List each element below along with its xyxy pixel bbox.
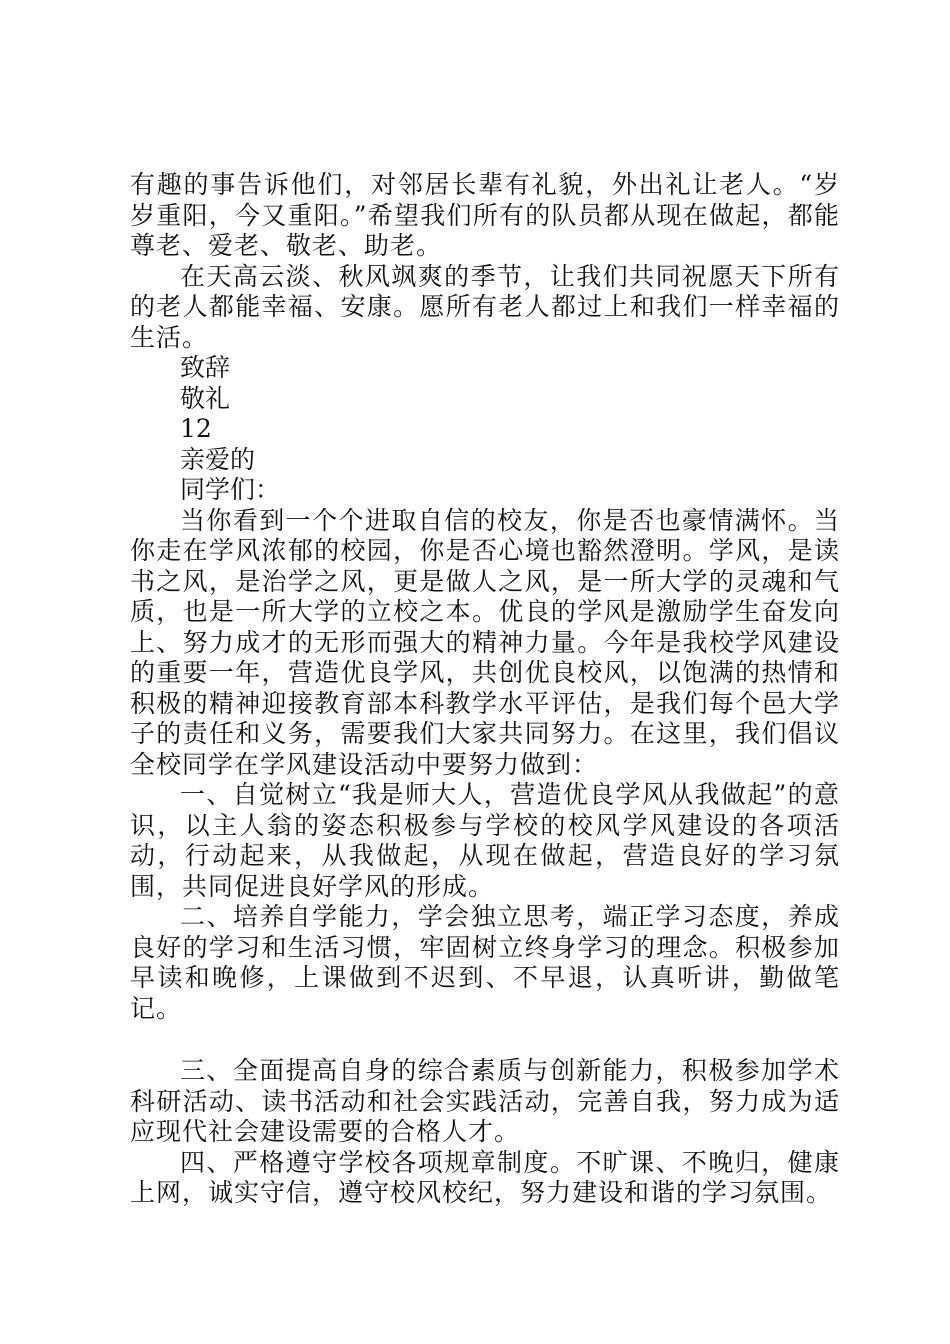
- line-number: 12: [180, 414, 212, 443]
- line-speech: 致辞: [180, 353, 231, 382]
- line-salute: 敬礼: [180, 383, 231, 413]
- document-body: [130, 170, 840, 1209]
- paragraph-item-three: 三、全面提高自身的综合素质与创新能力，积极参加学术科研活动、读书活动和社会实践活动，完善自我，努力成为适应现代社会建设需要的合格人才。: [130, 1056, 840, 1146]
- paragraph-item-one: 一、自觉树立“我是师大人，营造优良学风从我做起”的意识，以主人翁的姿态积极参与学校的校风学风建设的各项活动，行动起来，从我做起，从现在做起，营造良好的学习氛围，共同促进良好学风的形成。: [130, 780, 840, 901]
- line-classmates: 同学们：: [180, 475, 281, 504]
- paragraph-item-four: 四、严格遵守学校各项规章制度。不旷课、不晚归，健康上网，诚实守信，遵守校风校纪，努力建设和谐的学习氛围。: [130, 1147, 840, 1207]
- paragraph-respect-elders: 有趣的事告诉他们，对邻居长辈有礼貌，外出礼让老人。“岁岁重阳，今又重阳。”希望我们所有的队员都从现在做起，都能尊老、爱老、敬老、助老。: [130, 170, 840, 260]
- paragraph-item-two: 二、培养自学能力，学会独立思考，端正学习态度，养成良好的学习和生活习惯，牢固树立终身学习的理念。积极参加早读和晚修，上课做到不迟到、不早退，认真听讲，勤做笔记。: [130, 902, 840, 1023]
- line-dear: 亲爱的: [180, 444, 256, 474]
- paragraph-blessing: 在天高云淡、秋风飒爽的季节，让我们共同祝愿天下所有的老人都能幸福、安康。愿所有老人都过上和我们一样幸福的生活。: [130, 261, 840, 352]
- paragraph-study-style: 当你看到一个个进取自信的校友，你是否也豪情满怀。当你走在学风浓郁的校园，你是否心境也豁然澄明。学风，是读书之风，是治学之风，更是做人之风，是一所大学的灵魂和气质，也是一所大学的立校之本。优良的学风是激励学生奋发向上、努力成才的无形而强大的精神力量。今年是我校学风建设的重要一年，营造优良学风，共创优良校风，以饱满的热情和积极的精神迎接教育部本科教学水平评估，是我们每个邑大学子的责任和义务，需要我们大家共同努力。在这里，我们倡议全校同学在学风建设活动中要努力做到：: [130, 505, 840, 779]
- blank-line: [130, 1024, 840, 1056]
